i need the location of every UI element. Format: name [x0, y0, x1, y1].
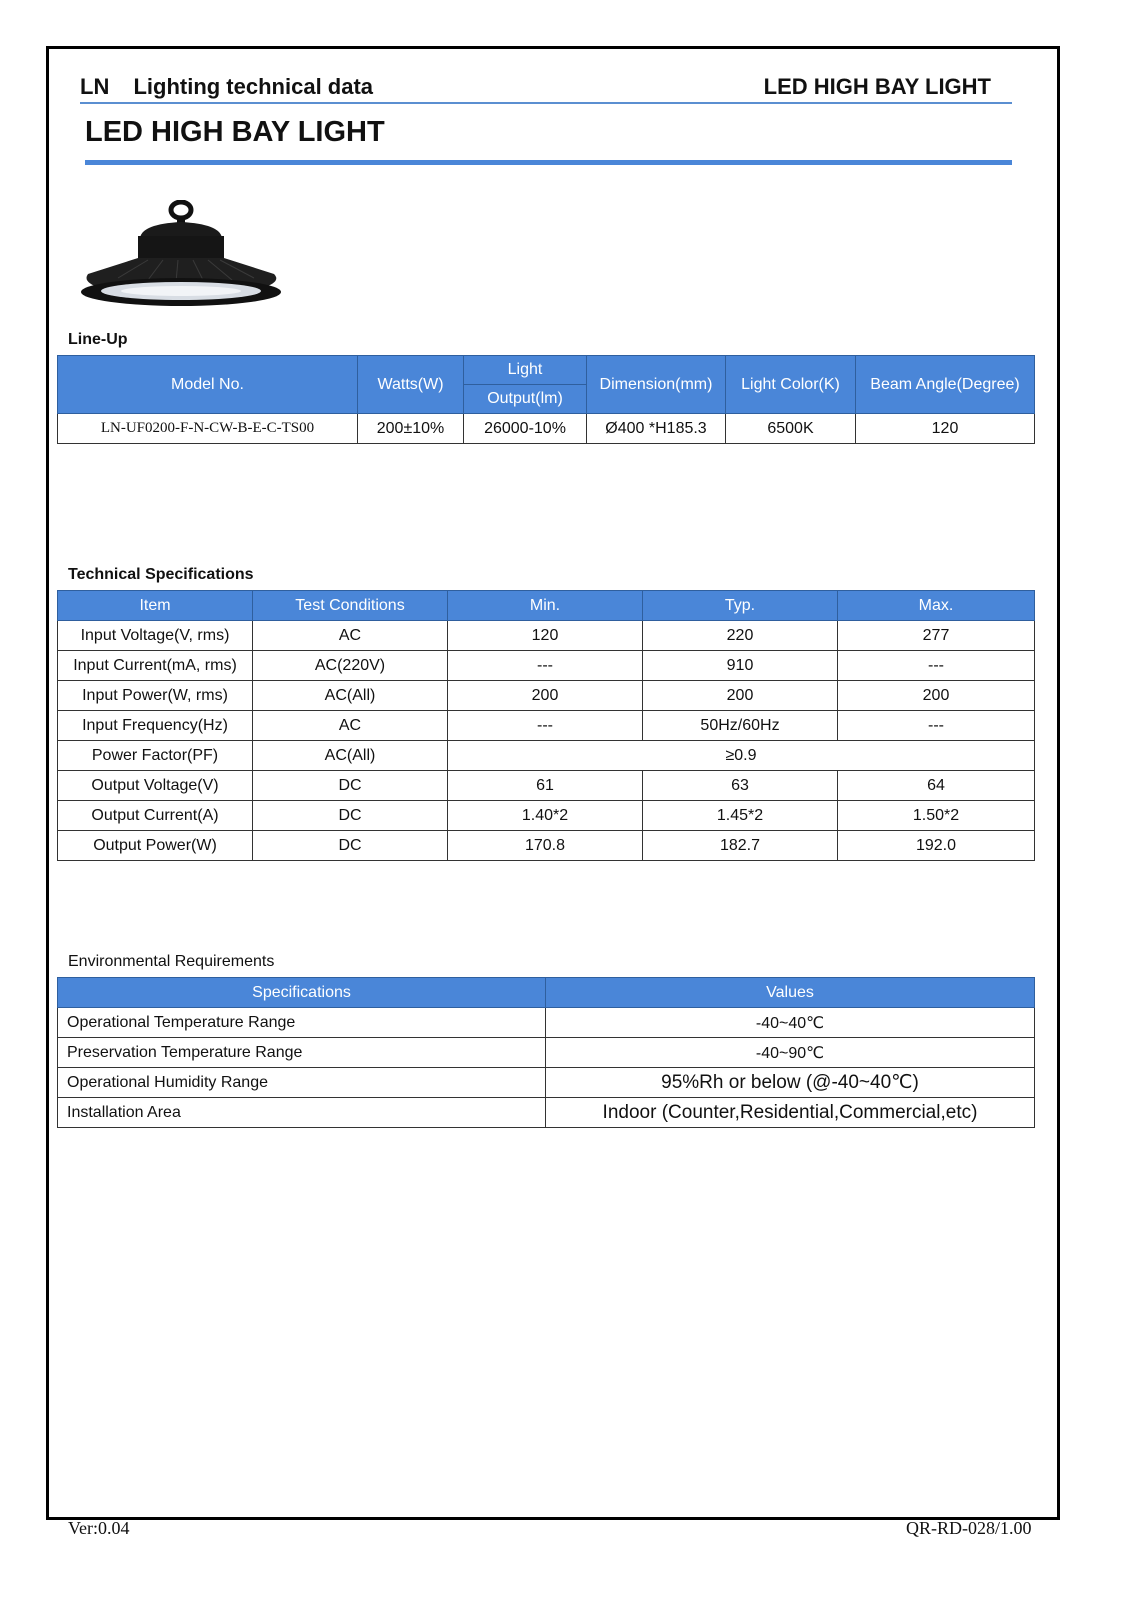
high-bay-lamp-icon	[78, 200, 290, 312]
condition-cell: AC	[253, 711, 448, 741]
col-header-watts: Watts(W)	[358, 356, 464, 414]
item-cell: Output Power(W)	[58, 831, 253, 861]
document-header	[80, 74, 373, 100]
light-color-cell: 6500K	[726, 414, 856, 444]
condition-cell: AC	[253, 621, 448, 651]
min-cell: 1.40*2	[448, 801, 643, 831]
min-cell: 61	[448, 771, 643, 801]
tech-spec-table	[57, 590, 1035, 861]
merged-value-cell: ≥0.9	[448, 741, 1035, 771]
model-number-cell: LN-UF0200-F-N-CW-B-E-C-TS00	[58, 414, 358, 444]
table-row	[58, 711, 1035, 741]
version-label: Ver:0.04	[68, 1518, 130, 1538]
col-header-typ: Typ.	[643, 591, 838, 621]
table-row	[58, 741, 1035, 771]
col-header-specifications: Specifications	[58, 978, 546, 1008]
dimension-cell: Ø400 *H185.3	[587, 414, 726, 444]
lineup-section-title: Line-Up	[68, 331, 128, 348]
table-row	[58, 801, 1035, 831]
spec-cell: Preservation Temperature Range	[58, 1038, 546, 1068]
col-header-max: Max.	[838, 591, 1035, 621]
max-cell: ---	[838, 651, 1035, 681]
col-header-beam-angle: Beam Angle(Degree)	[856, 356, 1035, 414]
min-cell: 200	[448, 681, 643, 711]
table-row	[58, 1068, 1035, 1098]
value-cell: -40~40℃	[546, 1008, 1035, 1038]
header-product-name: LED HIGH BAY LIGHT	[763, 74, 991, 99]
typ-cell: 50Hz/60Hz	[643, 711, 838, 741]
document-code-label: QR-RD-028/1.00	[906, 1518, 1032, 1538]
max-cell: 1.50*2	[838, 801, 1035, 831]
condition-cell: AC(All)	[253, 741, 448, 771]
doc-type-label: Lighting technical data	[133, 74, 374, 99]
col-header-light-top: Light	[464, 356, 587, 385]
spec-cell: Operational Temperature Range	[58, 1008, 546, 1038]
typ-cell: 63	[643, 771, 838, 801]
condition-cell: DC	[253, 831, 448, 861]
item-cell: Input Power(W, rms)	[58, 681, 253, 711]
col-header-min: Min.	[448, 591, 643, 621]
title-rule	[85, 160, 1012, 165]
typ-cell: 182.7	[643, 831, 838, 861]
page-title: LED HIGH BAY LIGHT	[85, 116, 385, 148]
table-row	[58, 1098, 1035, 1128]
col-header-light-color: Light Color(K)	[726, 356, 856, 414]
item-cell: Input Current(mA, rms)	[58, 651, 253, 681]
tech-section-title: Technical Specifications	[68, 566, 254, 583]
condition-cell: DC	[253, 771, 448, 801]
max-cell: 277	[838, 621, 1035, 651]
value-cell: Indoor (Counter,Residential,Commercial,etc)	[546, 1098, 1035, 1128]
light-output-cell: 26000-10%	[464, 414, 587, 444]
min-cell: 120	[448, 621, 643, 651]
max-cell: 64	[838, 771, 1035, 801]
typ-cell: 220	[643, 621, 838, 651]
beam-angle-cell: 120	[856, 414, 1035, 444]
col-header-values: Values	[546, 978, 1035, 1008]
watts-cell: 200±10%	[358, 414, 464, 444]
table-row	[58, 621, 1035, 651]
env-requirements-table	[57, 977, 1035, 1128]
spec-cell: Operational Humidity Range	[58, 1068, 546, 1098]
item-cell: Input Frequency(Hz)	[58, 711, 253, 741]
min-cell: ---	[448, 651, 643, 681]
value-cell: 95%Rh or below (@-40~40℃)	[546, 1068, 1035, 1098]
header-rule	[80, 102, 1012, 104]
col-header-light-bottom: Output(lm)	[464, 385, 587, 414]
col-header-model: Model No.	[58, 356, 358, 414]
table-row	[58, 771, 1035, 801]
item-cell: Output Voltage(V)	[58, 771, 253, 801]
brand-label: LN	[80, 74, 110, 99]
lineup-table	[57, 355, 1035, 444]
spec-cell: Installation Area	[58, 1098, 546, 1128]
table-row	[58, 414, 1035, 444]
condition-cell: AC(220V)	[253, 651, 448, 681]
table-row	[58, 1008, 1035, 1038]
item-cell: Output Current(A)	[58, 801, 253, 831]
min-cell: 170.8	[448, 831, 643, 861]
col-header-test-conditions: Test Conditions	[253, 591, 448, 621]
env-section-title: Environmental Requirements	[68, 953, 275, 970]
col-header-dimension: Dimension(mm)	[587, 356, 726, 414]
condition-cell: DC	[253, 801, 448, 831]
item-cell: Input Voltage(V, rms)	[58, 621, 253, 651]
item-cell: Power Factor(PF)	[58, 741, 253, 771]
min-cell: ---	[448, 711, 643, 741]
table-row	[58, 831, 1035, 861]
max-cell: 200	[838, 681, 1035, 711]
table-row	[58, 681, 1035, 711]
table-row	[58, 651, 1035, 681]
typ-cell: 910	[643, 651, 838, 681]
table-row	[58, 1038, 1035, 1068]
typ-cell: 200	[643, 681, 838, 711]
typ-cell: 1.45*2	[643, 801, 838, 831]
max-cell: ---	[838, 711, 1035, 741]
col-header-item: Item	[58, 591, 253, 621]
value-cell: -40~90℃	[546, 1038, 1035, 1068]
max-cell: 192.0	[838, 831, 1035, 861]
condition-cell: AC(All)	[253, 681, 448, 711]
